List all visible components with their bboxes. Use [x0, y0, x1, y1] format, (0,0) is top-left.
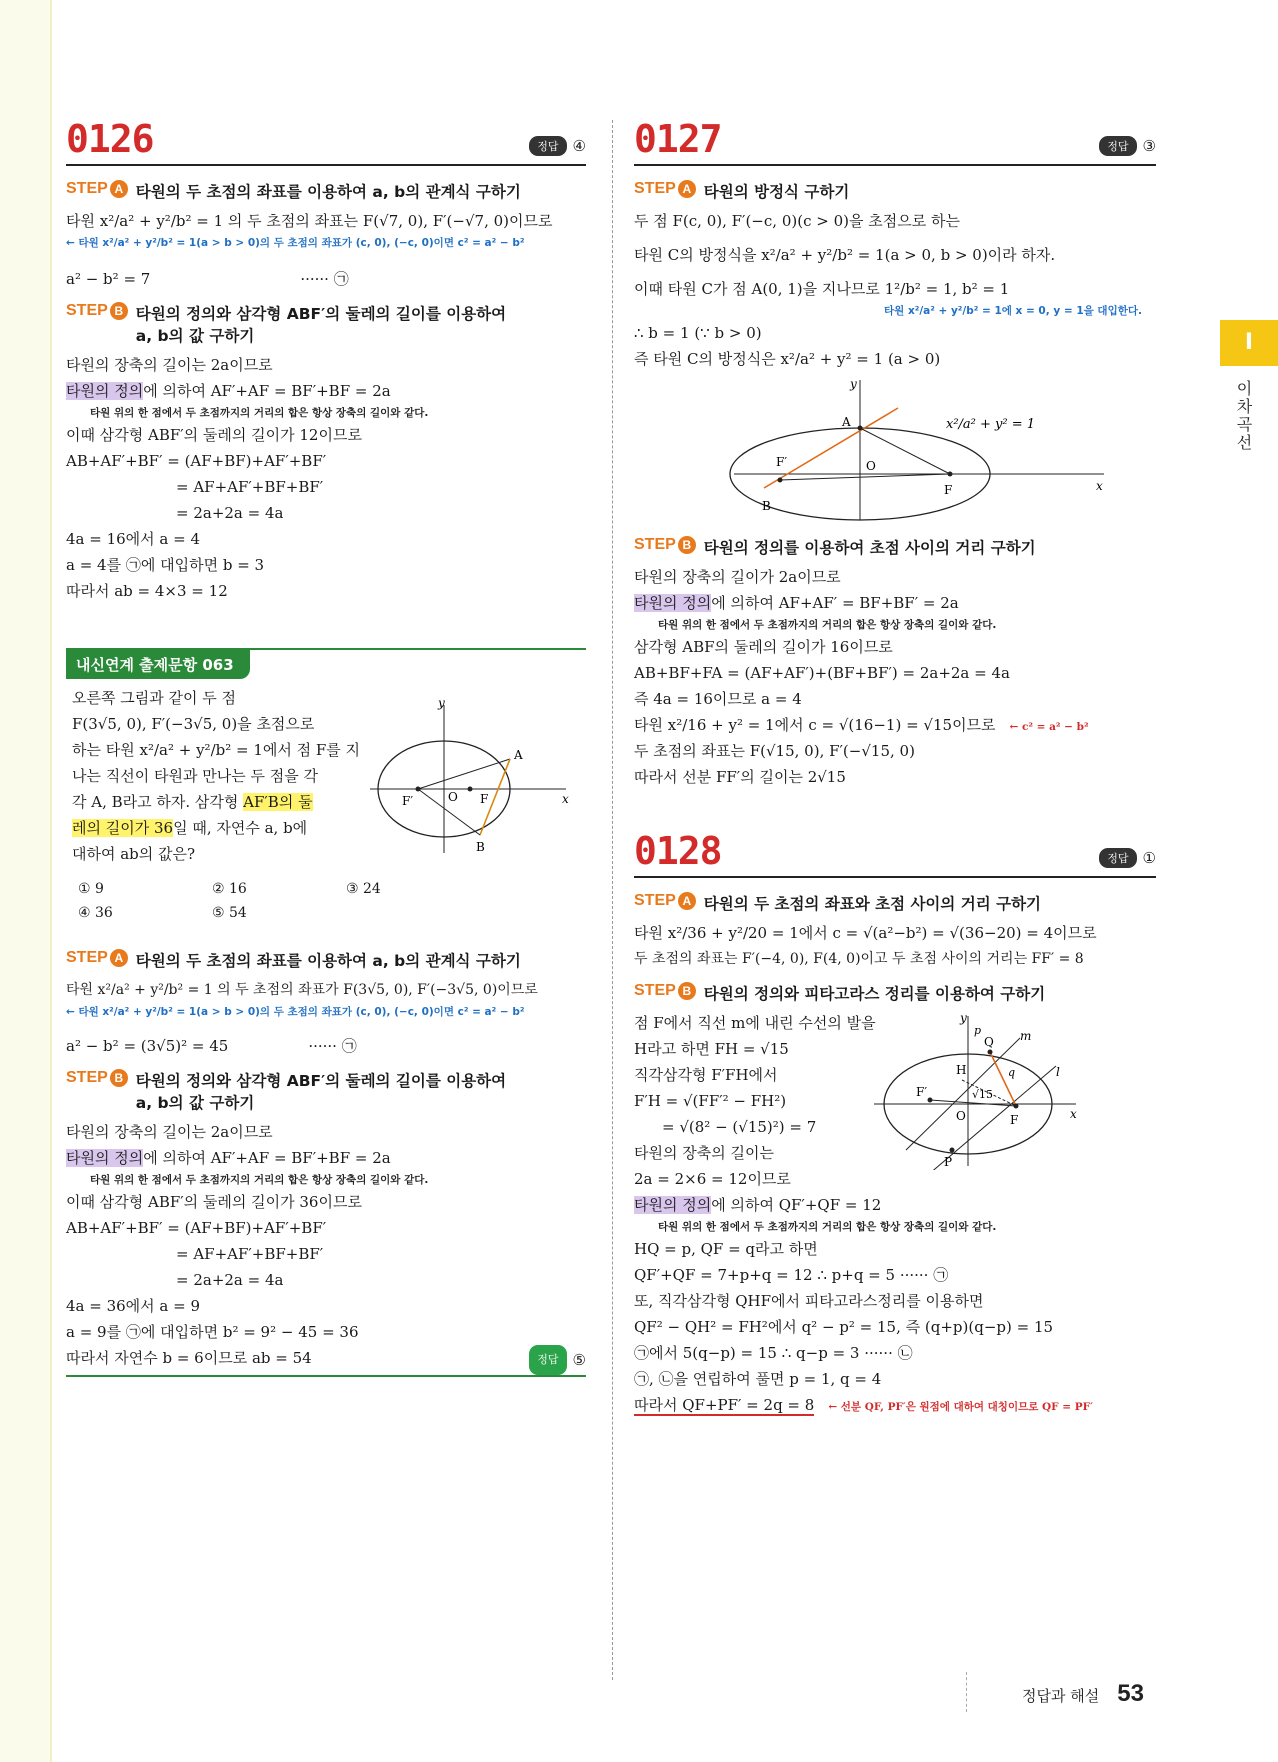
problem-line: 나는 직선이 타원과 만나는 두 점을 각: [72, 767, 318, 785]
solution-line: 타원의 정의에 의하여 AF′+AF = BF′+BF = 2a: [66, 1149, 391, 1167]
solution-line: HQ = p, QF = q라고 하면: [634, 1240, 818, 1258]
step-title: 타원의 정의와 삼각형 ABF′의 둘레의 길이를 이용하여 a, b의 값 구하기: [135, 1072, 507, 1112]
answer-box: [1099, 848, 1156, 868]
solution-line: 이때 삼각형 ABF′의 둘레의 길이가 36이므로: [66, 1193, 362, 1211]
step-b-heading: [634, 536, 1156, 558]
solution-line: 타원의 장축의 길이는 2a이므로: [66, 1123, 273, 1141]
choice[interactable]: ③ 24: [346, 881, 381, 897]
page-footer: [1022, 1680, 1144, 1708]
solution-line: H라고 하면 FH = √15: [634, 1040, 789, 1058]
solution-line: = AF+AF′+BF+BF′: [176, 1245, 324, 1263]
step-tag: STEP B: [66, 1069, 128, 1087]
point-label-b: B: [762, 499, 771, 513]
related-problem-text: [72, 685, 361, 867]
page-number: 53: [1117, 1680, 1144, 1707]
solution-line: 이때 타원 C가 점 A(0, 1)을 지나므로 1²/b² = 1, b² = 1: [634, 280, 1010, 298]
point-label-p: P: [944, 1155, 953, 1169]
section-tab[interactable]: I: [1220, 320, 1278, 366]
solution-line: 타원의 정의에 의하여 AF′+AF = BF′+BF = 2a: [66, 382, 391, 400]
solution-line: 즉 타원 C의 방정식은 x²/a² + y² = 1 (a > 0): [634, 350, 941, 368]
solution-line: a² − b² = (3√5)² = 45 ······ ㉠: [66, 1037, 357, 1055]
footer-label: 정답과 해설: [1022, 1687, 1100, 1705]
step-tag: STEP B: [66, 302, 128, 320]
point-label-f: F: [944, 483, 953, 497]
answer-box: [1099, 136, 1156, 156]
answer-choices: [78, 877, 586, 925]
x-axis-label: x: [562, 792, 569, 806]
solution-line: ∴ b = 1 (∵ b > 0): [634, 324, 762, 342]
solution-line: QF′+QF = 7+p+q = 12 ∴ p+q = 5 ······ ㉠: [634, 1266, 949, 1284]
right-column: [634, 118, 1156, 1418]
formula-note: ← 타원 x²/a² + y²/b² = 1(a > b > 0)의 두 초점의 좌표가 (c, 0), (−c, 0)이면 c² = a² − b²: [66, 237, 525, 249]
point-label-b: B: [476, 840, 485, 854]
line-label-l: l: [1056, 1065, 1060, 1079]
solution-line: 타원 x²/a² + y²/b² = 1 의 두 초점의 좌표는 F(√7, 0), F′(−√7, 0)이므로: [66, 212, 553, 230]
segment-label-p: p: [974, 1024, 982, 1037]
problem-number: 0127: [634, 117, 722, 161]
solution-line: 두 초점의 좌표는 F(√15, 0), F′(−√15, 0): [634, 742, 915, 760]
segment-label-q: q: [1008, 1066, 1016, 1079]
solution-line: 4a = 16에서 a = 4: [66, 530, 201, 548]
choice[interactable]: ④ 36: [78, 905, 113, 921]
solution-line: 즉 4a = 16이므로 a = 4: [634, 690, 802, 708]
answer-box: [529, 136, 586, 156]
step-tag: STEP B: [634, 536, 696, 554]
answer-value: ③: [1142, 137, 1156, 155]
solution-line: 직각삼각형 F′FH에서: [634, 1066, 778, 1084]
problem-number: 0128: [634, 829, 722, 873]
answer-tag: 정답: [1099, 848, 1136, 868]
choice[interactable]: ② 16: [212, 881, 247, 897]
step-b-heading: [66, 302, 586, 346]
ellipse-diagram-0127: [724, 376, 1144, 526]
page-margin-strip: [0, 0, 52, 1762]
solution-line: 두 초점의 좌표는 F′(−4, 0), F(4, 0)이고 두 초점 사이의 거리는 FF′ = 8: [634, 951, 1084, 967]
step-title: 타원의 정의를 이용하여 초점 사이의 거리 구하기: [703, 539, 1036, 557]
solution-line: a = 9를 ㉠에 대입하면 b² = 9² − 45 = 36: [66, 1323, 359, 1341]
choice[interactable]: ⑤ 54: [212, 905, 247, 921]
problem-line: 대하여 ab의 값은?: [72, 845, 196, 863]
solution-line: = 2a+2a = 4a: [176, 504, 284, 522]
step-tag: STEP A: [634, 180, 696, 198]
point-label-f-prime: F′: [402, 794, 414, 808]
solution-line: 따라서 ab = 4×3 = 12: [66, 582, 228, 600]
solution-line: 타원의 장축의 길이는: [634, 1144, 774, 1162]
step-title: 타원의 정의와 피타고라스 정리를 이용하여 구하기: [703, 985, 1046, 1003]
formula-note: 타원 x²/a² + y²/b² = 1에 x = 0, y = 1을 대입한다.: [884, 305, 1142, 317]
problem-line: 각 A, B라고 하자. 삼각형 AF′B의 둘: [72, 793, 313, 811]
problem-number: 0126: [66, 117, 154, 161]
point-label-f: F: [480, 792, 489, 806]
related-problem-tag: 내신연계 출제문항 063: [66, 650, 250, 679]
column-divider: [612, 120, 613, 1680]
solution-line: 타원 x²/a² + y²/b² = 1 의 두 초점의 좌표가 F(3√5, 0), F′(−3√5, 0)이므로: [66, 982, 538, 998]
formula-note: ← 타원 x²/a² + y²/b² = 1(a > b > 0)의 두 초점의 좌표가 (c, 0), (−c, 0)이면 c² = a² − b²: [66, 1006, 525, 1018]
solution-line: F′H = √(FF′² − FH²): [634, 1092, 787, 1110]
y-axis-label: y: [960, 1011, 967, 1025]
solution-line: = AF+AF′+BF+BF′: [176, 478, 324, 496]
problem-line: 하는 타원 x²/a² + y²/b² = 1에서 점 F를 지: [72, 741, 361, 759]
step-tag: STEP A: [66, 180, 128, 198]
solution-line: AB+AF′+BF′ = (AF+BF)+AF′+BF′: [66, 452, 327, 470]
y-axis-label: y: [438, 699, 445, 710]
problem-0128-header: [634, 830, 1156, 878]
solution-line: 타원 x²/16 + y² = 1에서 c = √(16−1) = √15이므로 ← c² = a² − b²: [634, 716, 1089, 734]
related-problem-body: [66, 679, 586, 925]
left-column: [66, 118, 586, 1377]
point-label-a: A: [514, 748, 523, 762]
solution-line: = √(8² − (√15)²) = 7: [662, 1118, 817, 1136]
solution-line: 이때 삼각형 ABF′의 둘레의 길이가 12이므로: [66, 426, 362, 444]
step-b-heading: [634, 982, 1156, 1004]
point-label-f-prime: F′: [776, 455, 788, 469]
answer-value: ④: [572, 137, 586, 155]
solution-line: 2a = 2×6 = 12이므로: [634, 1170, 791, 1188]
solution-line: 또, 직각삼각형 QHF에서 피타고라스정리를 이용하면: [634, 1292, 984, 1310]
solution-line: 따라서 QF+PF′ = 2q = 8 ← 선분 QF, PF′은 원점에 대하여 대칭이므로 QF = PF′: [634, 1396, 1093, 1414]
related-answer: 정답 ⑤: [529, 1345, 586, 1375]
step-a-heading: [634, 180, 1156, 202]
definition-note: 타원 위의 한 점에서 두 초점까지의 거리의 합은 항상 장축의 길이와 같다.: [658, 1221, 997, 1233]
step-title: 타원의 정의와 삼각형 ABF′의 둘레의 길이를 이용하여 a, b의 값 구하기: [135, 305, 507, 345]
solution-line: 타원의 정의에 의하여 AF+AF′ = BF+BF′ = 2a: [634, 594, 959, 612]
solution-line: 타원의 장축의 길이는 2a이므로: [66, 356, 273, 374]
x-axis-label: x: [1070, 1107, 1077, 1121]
solution-line: 4a = 36에서 a = 9: [66, 1297, 201, 1315]
answer-tag: 정답: [1099, 136, 1136, 156]
answer-tag: 정답: [529, 136, 566, 156]
solution-line: a² − b² = 7 ······ ㉠: [66, 270, 349, 288]
step-b-body: [634, 1010, 1156, 1192]
origin-label: O: [866, 459, 876, 473]
problem-line: F(3√5, 0), F′(−3√5, 0)을 초점으로: [72, 715, 315, 733]
ellipse-equation-label: x²/a² + y² = 1: [946, 417, 1036, 432]
solution-line: QF² − QH² = FH²에서 q² − p² = 15, 즉 (q+p)(q−p) = 15: [634, 1318, 1054, 1336]
line-label-m: m: [1020, 1029, 1032, 1043]
origin-label: O: [956, 1109, 966, 1123]
definition-note: 타원 위의 한 점에서 두 초점까지의 거리의 합은 항상 장축의 길이와 같다.: [90, 1174, 429, 1186]
problem-line: 오른쪽 그림과 같이 두 점: [72, 689, 236, 707]
definition-note: 타원 위의 한 점에서 두 초점까지의 거리의 합은 항상 장축의 길이와 같다.: [90, 407, 429, 419]
solution-line: 타원의 정의에 의하여 QF′+QF = 12: [634, 1196, 882, 1214]
step-tag: STEP A: [66, 949, 128, 967]
step-b-heading: [66, 1069, 586, 1113]
solution-line: 타원 C의 방정식을 x²/a² + y²/b² = 1(a > 0, b > 0)이라 하자.: [634, 246, 1056, 264]
step-a-heading: [66, 180, 586, 202]
problem-0126-header: [66, 118, 586, 166]
problem-0127-header: [634, 118, 1156, 166]
origin-label: O: [448, 790, 458, 804]
solution-line: ㉠에서 5(q−p) = 15 ∴ q−p = 3 ······ ㉡: [634, 1344, 913, 1362]
footer-rule: [966, 1672, 967, 1712]
point-label-f: F: [1010, 1113, 1019, 1127]
solution-line: 두 점 F(c, 0), F′(−c, 0)(c > 0)을 초점으로 하는: [634, 212, 960, 230]
solution-line: 타원의 장축의 길이가 2a이므로: [634, 568, 841, 586]
point-label-f-prime: F′: [916, 1085, 928, 1099]
step-tag: STEP B: [634, 982, 696, 1000]
y-axis-label: y: [850, 377, 857, 391]
solution-line: 따라서 선분 FF′의 길이는 2√15: [634, 768, 846, 786]
step-title: 타원의 두 초점의 좌표를 이용하여 a, b의 관계식 구하기: [135, 183, 521, 201]
solution-line: 삼각형 ABF의 둘레의 길이가 16이므로: [634, 638, 893, 656]
answer-value: ①: [1142, 849, 1156, 867]
solution-line: = 2a+2a = 4a: [176, 1271, 284, 1289]
solution-line: a = 4를 ㉠에 대입하면 b = 3: [66, 556, 265, 574]
related-problem: [66, 648, 586, 925]
solution-line: 따라서 자연수 b = 6이므로 ab = 54 정답 ⑤: [66, 1345, 586, 1377]
step-title: 타원의 두 초점의 좌표와 초점 사이의 거리 구하기: [703, 895, 1042, 913]
related-ellipse-diagram: [366, 699, 576, 859]
x-axis-label: x: [1096, 479, 1103, 493]
step-a-heading: [634, 892, 1156, 914]
definition-note: 타원 위의 한 점에서 두 초점까지의 거리의 합은 항상 장축의 길이와 같다.: [658, 619, 997, 631]
point-label-q: Q: [984, 1035, 994, 1049]
solution-line: AB+BF+FA = (AF+AF′)+(BF+BF′) = 2a+2a = 4a: [634, 664, 1010, 682]
step-tag: STEP A: [634, 892, 696, 910]
choice[interactable]: ① 9: [78, 881, 104, 897]
point-label-a: A: [842, 415, 851, 429]
segment-label-root15: √15: [972, 1088, 994, 1101]
ellipse-diagram-0128: [870, 1010, 1100, 1170]
solution-line: ㉠, ㉡을 연립하여 풀면 p = 1, q = 4: [634, 1370, 882, 1388]
problem-line: 레의 길이가 36일 때, 자연수 a, b에: [72, 819, 308, 837]
section-label: 이차곡선: [1234, 380, 1253, 452]
solution-line: 타원 x²/36 + y²/20 = 1에서 c = √(a²−b²) = √(36−20) = 4이므로: [634, 924, 1097, 942]
solution-line: 점 F에서 직선 m에 내린 수선의 발을: [634, 1014, 876, 1032]
solution-line: AB+AF′+BF′ = (AF+BF)+AF′+BF′: [66, 1219, 327, 1237]
point-label-h: H: [956, 1063, 967, 1077]
step-title: 타원의 두 초점의 좌표를 이용하여 a, b의 관계식 구하기: [135, 952, 521, 970]
step-a-heading: [66, 949, 586, 971]
step-title: 타원의 방정식 구하기: [703, 183, 850, 201]
